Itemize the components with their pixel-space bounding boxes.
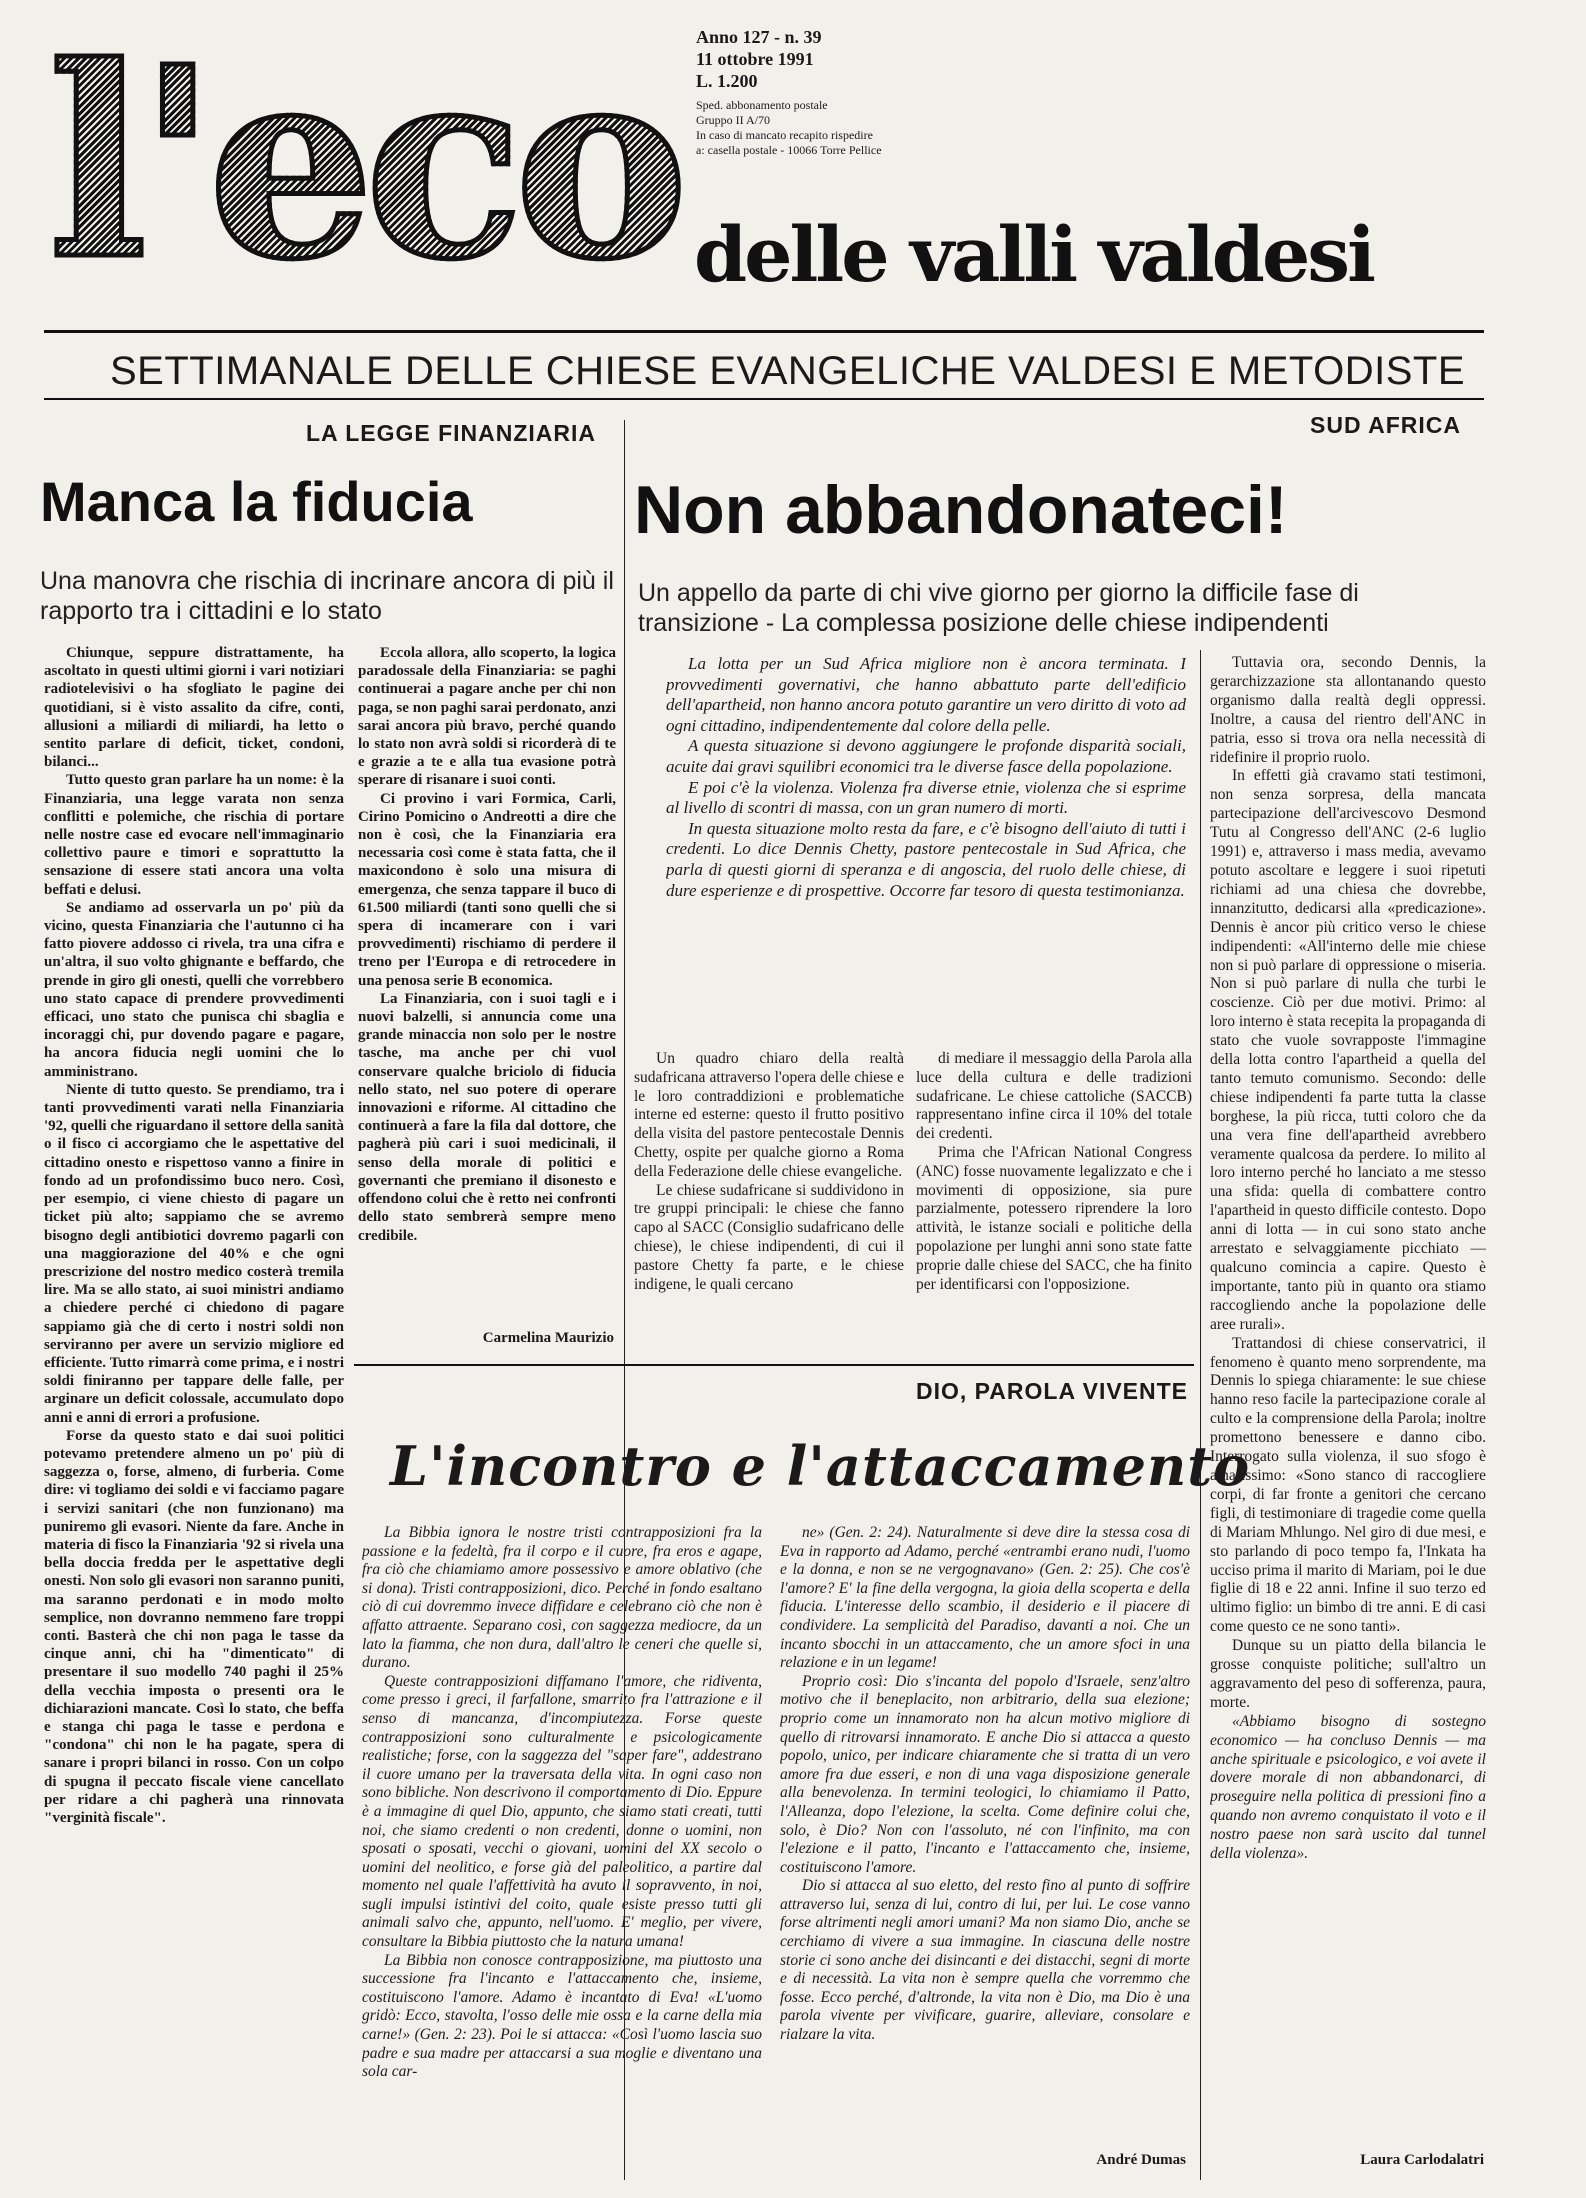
article2-kicker: SUD AFRICA xyxy=(1310,412,1461,438)
paragraph: Proprio così: Dio s'incanta del popolo d'Israele, senz'altro motivo che il beneplacito, non arbitrario, della sua elezione; proprio come un innamorato non ha alcun motivo migliore di quello di ritrovarsi innamorato. E anche Dio si attacca a questo popolo, unico, per indicare chiaramente che si tratta di un vero amore fra due esseri, e non di una vaga disposizione generale alla benevolenza. In termini teologici, lo chiamiamo il Patto, l'Alleanza, dopo l'elezione, la scelta. Come definire colui che, solo, è Dio? Non con l'assoluto, né con l'infinito, ma con l'elezione e il patto, l'incanto e l'attaccamento che, insieme, costituiscono l'amore. xyxy=(780,1672,1190,1876)
column-divider xyxy=(1200,650,1201,2180)
paragraph: E poi c'è la violenza. Violenza fra diverse etnie, violenza che si esprime al livello di scontri di massa, con un gran numero di morti. xyxy=(666,777,1186,818)
postal-line: a: casella postale - 10066 Torre Pellice xyxy=(696,143,882,157)
article3-column-b xyxy=(780,1524,1190,2134)
article1-deck: Una manovra che rischia di incrinare ancora di più il rapporto tra i cittadini e lo stato xyxy=(40,567,614,625)
paragraph: di mediare il messaggio della Parola alla luce della cultura e delle tradizioni sudafricane. Le chiese cattoliche (SACCB) rappresentano infine circa il 10% del totale dei credenti. xyxy=(916,1050,1192,1143)
paragraph: La Finanziaria, con i suoi tagli e i nuovi balzelli, si annuncia come una grande minaccia non solo per le nostre tasche, ma anche per chi vuol conservare qualche briciolo di fiducia nello stato, nel suo potere di operare innovazioni e riforme. Al cittadino che continuerà a fare la fila dal dottore, che pagherà più cari i suoi medicinali, il senso della morale di politici e governanti che premiano il disonesto e offendono colui che è retto nei confronti dello stato sembrerà sempre meno credibile. xyxy=(358,990,616,1244)
paragraph: Tutto questo gran parlare ha un nome: è la Finanziaria, una legge varata non senza conflitti e polemiche, che rischia di portare nelle nostre case ed evocare nell'immaginario collettivo paure e timori e soprattutto la sensazione di essere stati ancora una volta beffati e delusi. xyxy=(44,772,344,898)
postal-line: In caso di mancato recapito rispedire xyxy=(696,128,873,142)
article2-column-c xyxy=(1210,654,1486,2134)
article3-column-a xyxy=(362,1524,762,2184)
article2-column-b xyxy=(916,1050,1192,1350)
masthead-rule-top xyxy=(44,330,1484,333)
paragraph: Prima che l'African National Congress (ANC) fosse nuovamente legalizzato e che i movimenti di opposizione, sia pure parzialmente, potessero riprendere la loro attività, le istanze sociali e politiche della popolazione per lunghi anni sono state fatte proprie dalle chiese del SACC, che ha finito per identificarsi con l'opposizione. xyxy=(916,1143,1192,1293)
postal-line: Sped. abbonamento postale xyxy=(696,98,828,112)
article2-deck: Un appello da parte di chi vive giorno per giorno la difficile fase di transizione - La complessa posizione delle chiese indipendenti xyxy=(638,579,1359,637)
paragraph: Queste contrapposizioni diffamano l'amore, che ridiventa, come presso i greci, il farfallone, smarrito fra l'attrazione e il senso di mancanza, d'incompiutezza. Forse queste contrapposizioni sono culturalmente e psicologicamente realistiche; forse, con la saggezza del "saper fare", addestrano il cuore umano per la traversata della vita. In ogni caso non sono bibliche. Non descrivono il comportamento di Dio. Eppure è a immagine di quel Dio, appunto, che siamo stati creati, tutti noi, che siamo credenti o non credenti, donne o uomini, non sposati o sposati, vecchi o giovani, uomini del XX secolo o uomini del neolitico, e forse già del paleolitico, a partire dal momento nel quale l'affettività ha avuto il sopravvento, in noi, sugli impulsi istintivi del coito, quale esiste presso tutti gli animali salvo che, appunto, nell'uomo. E' meglio, per vivere, consultare la Bibbia piuttosto che la natura umana! xyxy=(362,1672,762,1951)
article3-kicker: DIO, PAROLA VIVENTE xyxy=(916,1378,1189,1404)
paragraph: A questa situazione si devono aggiungere le profonde disparità sociali, acuite dai gravi squilibri economici tra le diverse fasce della popolazione. xyxy=(666,736,1186,776)
paragraph: Se andiamo ad osservarla un po' più da vicino, questa Finanziaria che l'autunno ci ha fatto piovere addosso ci rivela, tra una cifra e un'altra, il suo volto ghignante e beffardo, che prende in giro gli onesti, quelli che vorrebbero uno stato capace di prendere provvedimenti efficaci, uno stato che punisca chi sbaglia e incoraggi chi, pur dovendo pagare e pagare, ha ancora fiducia negli uomini che lo amministrano. xyxy=(44,899,344,1080)
paragraph: La Bibbia non conosce contrapposizione, ma piuttosto una successione fra l'incanto e l'attaccamento che, insieme, costituiscono l'amore. Adamo è incantato di Eva! «L'uomo gridò: Ecco, stavolta, l'osso delle mie ossa e la carne della mia carne!» (Gen. 2: 23). Poi le si attacca: «Così l'uomo lascia suo padre e sua madre per attaccarsi a sua moglie e diventano una sola car- xyxy=(362,1951,762,2081)
article2-column-a xyxy=(634,1050,904,1350)
paragraph: ne» (Gen. 2: 24). Naturalmente si deve dire la stessa cosa di Eva in rapporto ad Adamo, perché «entrambi erano nudi, l'uomo e la donna, e non se ne vergognavano» (Gen. 2: 25). Che cos'è l'amore? E' la fine della vergogna, la gioia della scoperta e della fiducia. L'interesse dello scambio, il desiderio e il piacere di condividere. La semplicità del Paradiso, davanti a noi. Che un incanto sbocchi in un attaccamento, che un amore sfoci in una relazione e in un legame! xyxy=(780,1524,1190,1672)
paragraph: Forse da questo stato e dai suoi politici potevamo pretendere almeno un po' più di saggezza o, forse, almeno, di furberia. Come dire: vi togliamo dei soldi e vi facciamo pagare i servizi sanitari (che non funzionano) ma puniremo gli evasori. Niente da fare. Anche in materia di fisco la Finanziaria '92 si rivela una bella doccia fredda per le aspettative degli onesti. Non solo gli evasori non saranno puniti, ma saranno perdonati e in modo molto semplice, non dovranno nemmeno fare troppi conti. Basterà che chi non paga le tasse da cinque anni, chi ha "dimenticato" di presentare il suo modello 740 paghi il 25% della vecchia imposta o presenti ora le dichiarazioni mancate. Così lo stato, che beffa e stanga chi paga le tasse e perdona e "condona" chi non le ha pagate, spera di sanare i propri bilanci in rosso. Con un colpo di spugna il peccato fiscale viene cancellato per ridare a chi pagherà una rinnovata "verginità fiscale". xyxy=(44,1427,344,1826)
paragraph: Dunque su un piatto della bilancia le grosse conquiste politiche; sull'altro un aggravamento del peso di sofferenza, paura, morte. xyxy=(1210,1637,1486,1711)
masthead-rule-bottom xyxy=(44,398,1484,400)
paragraph: Tuttavia ora, secondo Dennis, la gerarchizzazione sta allontanando questo organismo dalla realtà degli oppressi. Inoltre, a causa del rientro dell'ANC in patria, esso si trova ora nella necessità di ridefinire il proprio ruolo. xyxy=(1210,654,1486,766)
article2-headline: Non abbandonateci! xyxy=(634,472,1288,548)
postal-line: Gruppo II A/70 xyxy=(696,113,770,127)
article2-intro xyxy=(666,654,1186,1044)
paragraph: Chiunque, seppure distrattamente, ha ascoltato in questi ultimi giorni i vari notiziari radiotelevisivi o ha sfogliato le pagine dei quotidiani, si è visto assalito da cifre, conti, allusioni a miliardi di miliardi, ha letto o sentito parlare di deficit, ticket, condoni, bilanci... xyxy=(44,645,344,771)
paragraph: «Abbiamo bisogno di sostegno economico — ha concluso Dennis — ma anche spirituale e psicologico, e voi avete il dovere morale di non abbandonarci, di proseguire nella politica di pressioni fino a quando non avremo conquistato il voto e il nostro paese non sarà uscito dal tunnel della violenza». xyxy=(1210,1712,1486,1863)
article2-author: Laura Carlodalatri xyxy=(1360,2152,1484,2168)
issue-date: 11 ottobre 1991 xyxy=(696,49,814,69)
issue-number: Anno 127 - n. 39 xyxy=(696,27,822,47)
paragraph: In questa situazione molto resta da fare, e c'è bisogno dell'aiuto di tutti i credenti. Lo dice Dennis Chetty, pastore pentecostale in Sud Africa, che parla di questi giorni di speranza e di angoscia, del ruolo delle chiese, di dure esperienze e di prospettive. Occorre far tesoro di questa testimonianza. xyxy=(666,818,1186,900)
paragraph: Ci provino i vari Formica, Carli, Cirino Pomicino o Andreotti a dire che non è così, che la Finanziaria era necessaria così come è stata fatta, che il maxicondono è solo una misura di emergenza, che senza tappare il buco di 61.500 miliardi (tanti sono quelli che si spera di incamerare con i vari provvedimenti) rischiamo di perdere il treno per l'Europa e di retrocedere in una penosa serie B economica. xyxy=(358,790,616,989)
issue-price: L. 1.200 xyxy=(696,71,758,91)
masthead-tagline: SETTIMANALE DELLE CHIESE EVANGELICHE VALDESI E METODISTE xyxy=(110,349,1466,393)
paragraph: Le chiese sudafricane si suddividono in tre gruppi principali: le chiese che fanno capo al SACC (Consiglio sudafricano delle chiese), le chiese indipendenti, di cui il pastore Chetty fa parte, e le chiese indigene, le quali cercano xyxy=(634,1181,904,1293)
article1-headline: Manca la fiducia xyxy=(40,470,473,533)
article3-headline: L'incontro e l'attaccamento xyxy=(390,1434,1251,1498)
masthead-subtitle: delle valli valdesi xyxy=(694,210,1373,299)
article1-author: Carmelina Maurizio xyxy=(482,1330,614,1346)
paragraph: Trattandosi di chiese conservatrici, il fenomeno è quanto meno sorprendente, ma Dennis lo spiega chiaramente: le sue chiese hanno reso facile la partecipazione corale al culto e la comprensione della Parola; inoltre promettono benessere e danno cibo. Interrogato sulla violenza, il suo sfogo è amarissimo: «Sono stanco di raccogliere corpi, di far fronte a genitori che cercano figli, di testimoniare di tragedie come quella di Mariam Mhlungo. Nel giro di due mesi, e sto parlando di poco tempo fa, l'Inkata ha ucciso prima il marito di Mariam, poi le due figlie di 18 e 22 anni. Infine il suo terzo ed ultimo figlio: un bimbo di tre anni. E di casi come questo ce ne sono tanti». xyxy=(1210,1334,1486,1636)
article1-column-2 xyxy=(358,644,616,1324)
paragraph: Dio si attacca al suo eletto, del resto fino al punto di soffrire attraverso lui, senza di lui, contro di lui, per lui. Le cose vanno forse altrimenti negli amori umani? Ma non siamo Dio, anche se cerchiamo di vivere a sua immagine. In ciascuna delle nostre storie ci sono anche dei disincanti e dei distacchi, segni di morte e di necessità. La vita non è sempre quella che vorremmo che fosse. Ecco perché, d'altronde, la vita non è Dio, ma Dio è una parola vivente per vivificare, guarire, alleviare, consolare e rialzare la vita. xyxy=(780,1877,1190,2044)
article1-kicker: LA LEGGE FINANZIARIA xyxy=(306,420,597,446)
issue-info xyxy=(696,26,986,158)
article1-column-1 xyxy=(44,644,344,2184)
paragraph: Niente di tutto questo. Se prendiamo, tra i tanti provvedimenti varati nella Finanziaria '92, quelli che riguardano il settore della sanità o il fisco ci accorgiamo che le aspettative del cittadino onesto e rispettoso vanno a finire in fondo ad un profondissimo buco nero. Così, per esempio, ci viene chiesto di pagare un ticket più alto; sappiamo che se avremo bisogno degli antibiotici dovremo pagarli con una maggiorazione del 40% e che ogni prescrizione del nostro medico costerà tremila lire. Ma se allo stato, ai suoi ministri andiamo a chiedere perché ci chiedono di pagare sappiamo già che di certo i nostri soldi non serviranno per avere un servizio migliore ed efficiente. Tutto rimarrà come prima, e i nostri soldi finiranno per tappare delle falle, per arginare un deficit colossale, accumulato dopo anni e anni di errori a profusione. xyxy=(44,1081,344,1426)
paragraph: Eccola allora, allo scoperto, la logica paradossale della Finanziaria: se paghi continuerai a pagare anche per chi non paga, se non paghi sarai perdonato, anzi sarai ancora più bravo, perché quando lo stato non avrà soldi si ricorderà di te e grazie a te e alla tua evasione potrà sperare di risanare i suoi conti. xyxy=(358,645,616,789)
article3-author: André Dumas xyxy=(1096,2152,1186,2168)
paragraph: In effetti già cravamo stati testimoni, non senza sorpresa, della mancata partecipazione dell'arcivescovo Desmond Tutu al Congresso dell'ANC (2-6 luglio 1991) e, attraverso i mass media, avevamo potuto ascoltare e leggere i suoi ripetuti richiami ad una chiesa che dovrebbe, innanzitutto, dedicarsi alla «predicazione». Dennis è ancor più critico verso le chiese indipendenti: «All'interno delle mie chiese non si può parlare di oppressione o miseria. Non si può parlare di nulla che turbi le coscienze. Ciò per due motivi. Primo: al loro interno è stata recepita la propaganda di stato che vuole sovrapposte l'immagine della lotta contro l'apartheid a quella del tanto temuto comunismo. Secondo: delle chiese indipendenti fa parte tutta la classe borghese, la più ricca, tutti coloro che da una vera fine dell'apartheid avrebbero veramente qualcosa da perdere. Io milito al loro interno perché ho lanciato a me stesso una sfida: quella di combattere contro l'apartheid in questo difficile contesto. Dopo anni di lotta — in cui sono stato anche arrestato e selvaggiamente picchiato — qualcuno comincia a capire. Questo è importante, tanto più in quanto ora stiamo raccogliendo anche la popolazione delle aree rurali». xyxy=(1210,767,1486,1333)
paragraph: La lotta per un Sud Africa migliore non è ancora terminata. I provvedimenti governativi, che hanno abbattuto parte dell'edificio dell'apartheid, non hanno ancora potuto garantire un vero diritto di voto ad ogni cittadino, indipendentemente dal colore della pelle. xyxy=(666,654,1186,735)
paragraph: La Bibbia ignora le nostre tristi contrapposizioni fra la passione e la fedeltà, fra il corpo e il cuore, fra eros e agape, fra ciò che chiamiamo amore possessivo e amore oblativo (che si dona). Tristi contrapposizioni, dico. Perché in fondo esaltano ciò di cui dovremmo invece diffidare e celebrano ciò che non è affatto attraente. Separano così, con saggezza mediocre, da un lato la fiamma, che non dura, dall'altro le ceneri che quelle si, durano. xyxy=(362,1524,762,1672)
masthead-logo: l'eco xyxy=(48,9,679,317)
article3-rule xyxy=(354,1364,1194,1366)
paragraph: Un quadro chiaro della realtà sudafricana attraverso l'opera delle chiese e le loro contraddizioni e problematiche interne ed esterne: questo il frutto positivo della visita del pastore pentecostale Dennis Chetty, ospite per qualche giorno a Roma della Federazione delle chiese evangeliche. xyxy=(634,1050,904,1180)
